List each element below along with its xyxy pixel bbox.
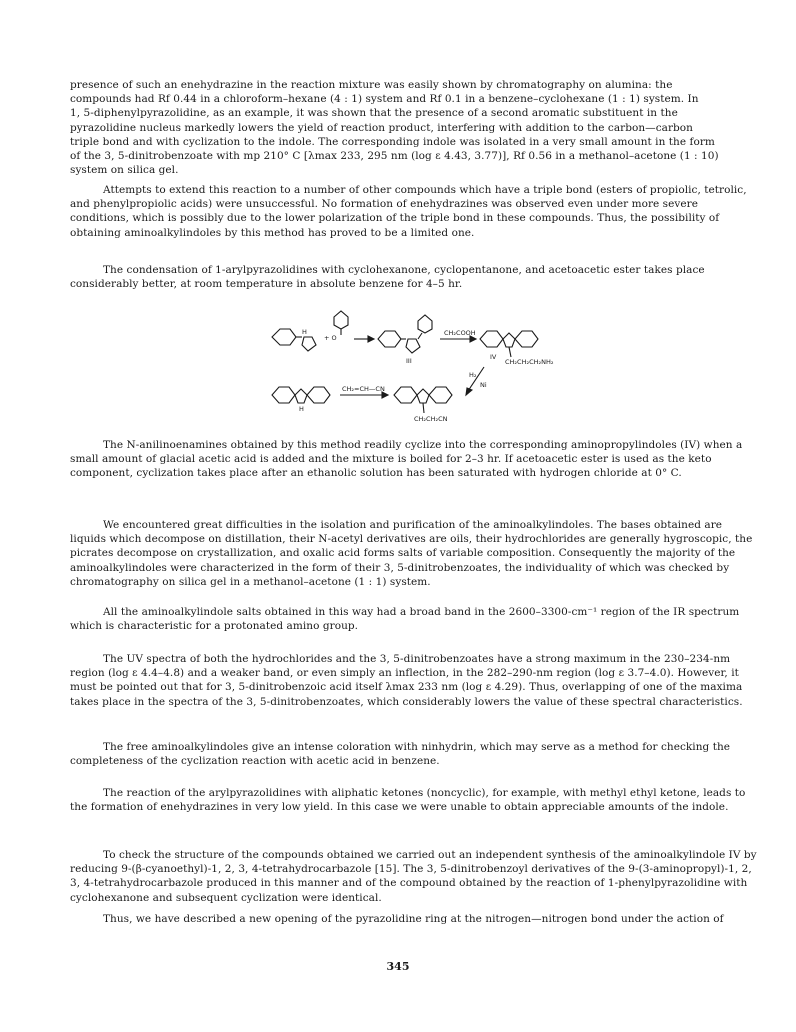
paragraph-isolation-difficulties: We encountered great difficulties in the isolation and purification of the aminoalkylindoles. The bases obtained are liquids which decompose on distillation, their N-acetyl derivatives are oils, their hydrochlorides are generally hygroscopic, the picrates decompose on crystallization, and oxalic acid forms salts of variable composition. Consequently the majority of the aminoalkylindoles were characterized in the form of their 3, 5-dinitrobenzoates, the individuality of which was checked by chromatography on silica gel in a methanol–acetone (1 : 1) system. xyxy=(70,519,753,588)
scheme-carbazole-cyclohexane-bottom-left xyxy=(307,387,330,403)
scheme-carbazole-pyrrole-bottom-right xyxy=(417,389,429,403)
scheme-label-III: III xyxy=(406,357,412,365)
paragraph-conclusion: Thus, we have described a new opening of the pyrazolidine ring at the nitrogen—nitrogen bond under the action of xyxy=(103,913,724,925)
scheme-nh-label: H xyxy=(302,328,307,336)
paragraph-aliphatic-ketones: The reaction of the arylpyrazolidines with aliphatic ketones (noncyclic), for example, with methyl ethyl ketone, leads to the formation of enehydrazines in very low yield. In this case we were unable to obtain appreciable amounts of the indole. xyxy=(70,787,746,814)
scheme-pyrazolidine-ring-1 xyxy=(302,337,316,351)
scheme-carbazole-benzene-bottom-right xyxy=(394,387,417,403)
reaction-scheme xyxy=(262,307,562,425)
paragraph-ninhydrin: The free aminoalkylindoles give an intense coloration with ninhydrin, which may serve as a method for checking the completeness of the cyclization reaction with acetic acid in benzene. xyxy=(70,741,731,768)
p1-line-5: triple bond and with cyclization to the indole. The corresponding indole was isolated in a very small amount in the form xyxy=(70,135,715,148)
scheme-reagent-acetic-acid: CH₂COOH xyxy=(444,329,476,337)
scheme-label-IV: IV xyxy=(490,353,497,361)
scheme-phenyl-ring-2 xyxy=(378,331,401,347)
scheme-carbazole-cyclohexane-top xyxy=(515,331,538,347)
p1-line-7: system on silica gel. xyxy=(70,164,179,177)
scheme-phenyl-ring-1 xyxy=(272,329,296,345)
scheme-plus-o: + O xyxy=(324,334,337,342)
scheme-pyrazolidine-ring-2 xyxy=(406,339,420,353)
p1-line-4: pyrazolidine nucleus markedly lowers the yield of reaction product, interfering with addition to the carbon—carbon xyxy=(70,121,693,134)
paragraph-enehydrazine-chromatography xyxy=(70,78,760,177)
scheme-h2-label: H₂ xyxy=(469,371,477,379)
scheme-ni-label: Ni xyxy=(480,381,487,389)
scheme-reagent-acrylonitrile: CH₂=CH—CN xyxy=(342,385,385,393)
scheme-h-bottom: H xyxy=(299,405,304,413)
scheme-carbazole-pyrrole-bottom-left xyxy=(295,389,307,403)
scheme-carbazole-pyrrole-top xyxy=(503,333,515,347)
scheme-carbazole-cyclohexane-bottom-right xyxy=(429,387,452,403)
p1-line-1: presence of such an enehydrazine in the reaction mixture was easily shown by chromatography on alumina: the xyxy=(70,79,673,91)
paragraph-n-anilinoenamines: The N-anilinoenamines obtained by this method readily cyclize into the corresponding aminopropylindoles (IV) when a small amount of glacial acetic acid is added and the mixture is boiled for 2–3 hr. If acetoacetic ester is used as the keto component, cyclization takes place after an ethanolic solution has been saturated with hydrogen chloride at 0° C. xyxy=(70,439,743,480)
p1-line-2: compounds had Rf 0.44 in a chloroform–hexane (4 : 1) system and Rf 0.1 in a benzene–cyclohexane (1 : 1) system. In xyxy=(70,93,699,106)
scheme-cyclohexene-ring xyxy=(418,315,432,333)
p1-line-6: of the 3, 5-dinitrobenzoate with mp 210° C [λmax 233, 295 nm (log ε 4.43, 3.77)], Rf 0.56 in a methanol–acetone (1 : 10) xyxy=(70,150,719,163)
paragraph-uv-spectra: The UV spectra of both the hydrochlorides and the 3, 5-dinitrobenzoates have a strong maximum in the 230–234-nm region (log ε 4.4–4.8) and a weaker band, or even simply an inflection, in the 282–290-nm region (log ε 3.7–4.0). However, it must be pointed out that for 3, 5-dinitrobenzoic acid itself λmax 233 nm (log ε 4.29). Thus, overlapping of one of the maxima takes place in the spectra of the 3, 5-dinitrobenzoates, which considerably lowers the value of these spectral characteristics. xyxy=(70,653,743,708)
paragraph-condensation: The condensation of 1-arylpyrazolidines with cyclohexanone, cyclopentanone, and acetoacetic ester takes place considerably better, at room temperature in absolute benzene for 4–5 hr. xyxy=(70,264,705,291)
p1-line-3: 1, 5-diphenylpyrazolidine, as an example, it was shown that the presence of a second aromatic substituent in the xyxy=(70,107,678,120)
scheme-carbazole-benzene-bottom-left xyxy=(272,387,295,403)
scheme-side-chain-bottom: CH₂CH₂CN xyxy=(414,415,448,423)
scheme-side-chain-IV: CH₂CH₂CH₂NH₂ xyxy=(505,358,554,366)
paragraph-ir-spectrum: All the aminoalkylindole salts obtained in this way had a broad band in the 2600–3300-cm⁻¹ region of the IR spectrum which is characteristic for a protonated amino group. xyxy=(70,606,740,633)
scheme-carbazole-benzene-top xyxy=(480,331,503,347)
paragraph-structure-check: To check the structure of the compounds obtained we carried out an independent synthesis of the aminoalkylindole IV by reducing 9-(β-cyanoethyl)-1, 2, 3, 4-tetrahydrocarbazole [15]. The 3, 5-dinitrobenzoyl derivatives of the 9-(3-aminopropyl)-1, 2, 3, 4-tetrahydrocarbazole produced in this manner and of the compound obtained by the reaction of 1-phenylpyrazolidine with cyclohexanone and subsequent cyclization were identical. xyxy=(70,849,757,904)
paragraph-triple-bond-attempts: Attempts to extend this reaction to a number of other compounds which have a triple bond (esters of propiolic, tetrolic, and phenylpropiolic acids) were unsuccessful. No formation of enehydrazines was observed even under more severe conditions, which is possibly due to the lower polarization of the triple bond in these compounds. Thus, the possibility of obtaining aminoalkylindoles by this method has proved to be a limited one. xyxy=(70,184,747,239)
page-number: 345 xyxy=(386,960,410,973)
scheme-cyclohexanone-ring xyxy=(334,311,348,329)
